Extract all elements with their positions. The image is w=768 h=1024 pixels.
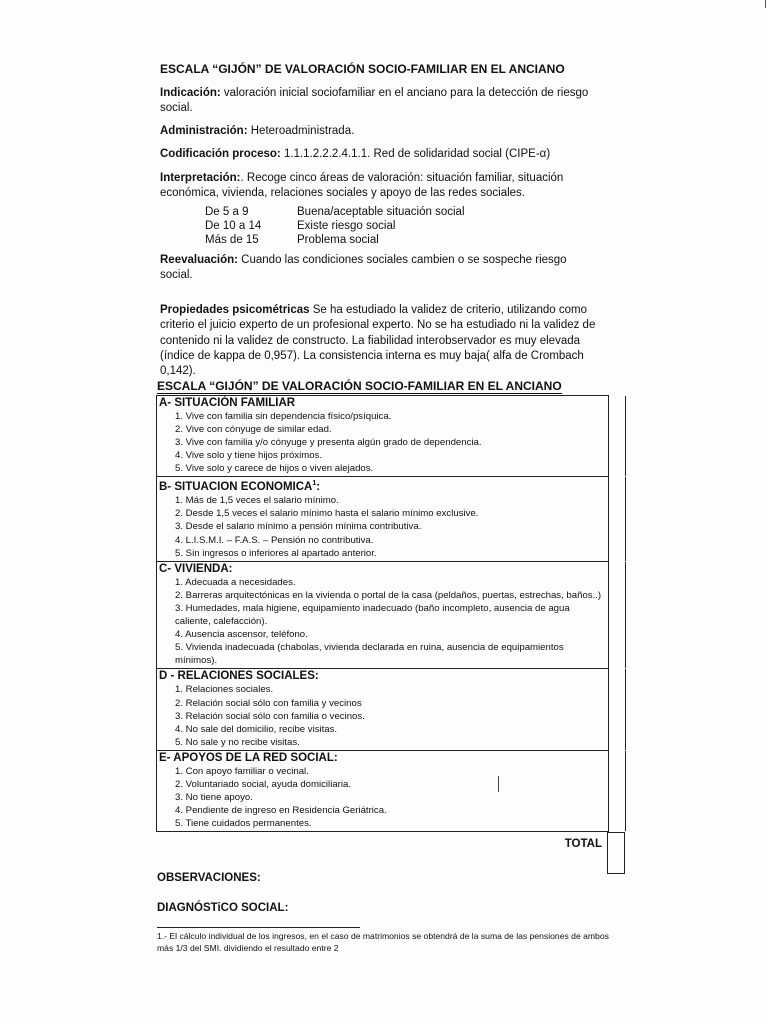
section-heading-text: C- VIVIENDA: (159, 562, 233, 575)
range-meaning: Existe riesgo social (297, 219, 396, 232)
interpretacion-text: . Recoge cinco áreas de valoración: situación familiar, situación económica, vivienda, relaciones sociales y apoyo de las redes sociales. (160, 171, 564, 199)
scale-table (156, 395, 625, 832)
scale-item: 2. Voluntariado social, ayuda domiciliaria. (175, 778, 351, 790)
interpretacion-label: Interpretación: (160, 171, 241, 184)
observaciones-label: OBSERVACIONES: (157, 872, 261, 884)
section-score-box[interactable] (608, 477, 626, 560)
section-b (157, 477, 608, 561)
scale-item: 1. Adecuada a necesidades. (175, 576, 296, 588)
section-score-box[interactable] (608, 562, 626, 669)
scale-item: 5. Sin ingresos o inferiores al apartado anterior. (175, 547, 377, 559)
range-meaning: Problema social (297, 233, 379, 246)
document-title: ESCALA “GIJÓN” DE VALORACIÓN SOCIO-FAMILIAR EN EL ANCIANO (160, 62, 565, 76)
propiedades-label: Propiedades psicométricas (160, 304, 310, 317)
section-d (157, 669, 608, 750)
reevaluacion-text: Cuando las condiciones sociales cambien o se sospeche riesgo social. (160, 253, 567, 282)
section-heading-text: D - RELACIONES SOCIALES: (159, 670, 319, 683)
section-e (157, 751, 608, 831)
codificacion-paragraph (160, 147, 600, 162)
range-value: Más de 15 (205, 233, 259, 246)
administracion-text: Heteroadministrada. (247, 125, 355, 138)
scale-item: 3. No tiene apoyo. (175, 792, 253, 804)
section-heading (157, 669, 608, 683)
section-heading-text: B- SITUACION ECONOMICA (159, 481, 313, 494)
scale-item: 2. Vive con cónyuge de similar edad. (175, 424, 332, 436)
indicacion-paragraph (160, 86, 600, 116)
interpretation-ranges (205, 205, 465, 247)
pen-mark (498, 776, 499, 792)
indicacion-label: Indicación: (160, 86, 221, 99)
total-score-box[interactable] (607, 832, 625, 874)
scale-item: 4. Ausencia ascensor, teléfono. (175, 629, 308, 641)
codificacion-text: 1.1.1.2.2.2.4.1.1. Red de solidaridad social (CIPE-α) (280, 148, 551, 161)
section-heading (157, 562, 608, 576)
section-c (157, 562, 608, 670)
section-items (157, 494, 608, 559)
scale-item: 2. Barreras arquitectónicas en la vivienda o portal de la casa (peldaños, puertas, estrechas, baños..) (175, 589, 602, 601)
scan-edge-line (765, 0, 766, 8)
scale-item: 1. Más de 1,5 veces el salario mínimo. (175, 495, 339, 507)
propiedades-paragraph (160, 303, 600, 379)
section-heading (157, 396, 608, 410)
total-row (156, 832, 625, 874)
section-heading-text: A- SITUACIÓN FAMILIAR (159, 397, 296, 409)
section-items (157, 765, 608, 830)
scale-item: 2. Desde 1,5 veces el salario mínimo hasta el salario mínimo exclusive. (175, 508, 479, 520)
scale-item: 4. Pendiente de ingreso en Residencia Geriátrica. (175, 805, 387, 817)
range-value: De 10 a 14 (205, 219, 262, 232)
section-score-box[interactable] (608, 396, 626, 476)
scale-item: 5. Vive solo y carece de hijos o viven alejados. (175, 463, 374, 475)
section-heading-text: E- APOYOS DE LA RED SOCIAL: (159, 751, 338, 764)
section-items (157, 410, 608, 475)
scale-item: 2. Relación social sólo con familia y vecinos (175, 697, 362, 709)
range-row (205, 233, 465, 247)
scale-item: 3. Vive con familia y/o cónyuge y presenta algún grado de dependencia. (175, 437, 482, 449)
total-label: TOTAL (564, 838, 602, 850)
administracion-label: Administración: (160, 125, 248, 138)
intro-block (160, 62, 600, 387)
range-value: De 5 a 9 (205, 205, 249, 218)
scale-item: 4. No sale del domicilio, recibe visitas. (175, 723, 338, 735)
scale-grid (156, 395, 609, 832)
scale-item: 3. Relación social sólo con familia o vecinos. (175, 710, 365, 722)
section-a (157, 396, 608, 477)
scale-item: 3. Desde el salario mínimo a pensión mínima contributiva. (175, 521, 422, 533)
footnote: 1.- El cálculo individual de los ingresos, en el caso de matrimonios se obtendrá de la suma de las pensiones de ambos más 1/3 del SMI. dividiendo el resultado entre 2 (157, 931, 609, 953)
range-row (205, 205, 465, 219)
section-heading (157, 751, 608, 765)
indicacion-text: valoración inicial sociofamiliar en el anciano para la detección de riesgo social. (160, 86, 589, 114)
scale-item: 5. No sale y no recibe visitas. (175, 736, 300, 748)
propiedades-text: Se ha estudiado la validez de criterio, utilizando como criterio el juicio experto de un profesional experto. No se ha estudiado ni la validez de contenido ni la validez de constructo. La fiabilidad interobservador es muy elevada (índice de kappa de 0,957). La consistencia interna es muy baja( alfa de Crombach 0,142). (160, 304, 596, 377)
footnote-marker: 1 (312, 480, 317, 488)
scale-item: 4. L.I.S.M.I. – F.A.S. – Pensión no contributiva. (175, 534, 374, 546)
section-heading-suffix: : (316, 481, 321, 494)
scale-item: 1. Vive con familia sin dependencia físico/psíquica. (175, 411, 392, 422)
section-items (157, 683, 608, 748)
range-row (205, 219, 465, 233)
scale-item: 5. Vivienda inadecuada (chabolas, vivienda declarada en ruina, ausencia de equipamientos mínimos). (175, 642, 564, 667)
section-items (157, 576, 608, 668)
section-heading (157, 477, 608, 494)
scale-item: 3. Humedades, mala higiene, equipamiento inadecuado (baño incompleto, ausencia de agua caliente, calefacción). (175, 602, 570, 628)
scale-item: 1. Con apoyo familiar o vecinal. (175, 765, 309, 777)
codificacion-label: Codificación proceso: (160, 148, 281, 161)
scale-item: 5. Tiene cuidados permanentes. (175, 818, 312, 830)
reevaluacion-paragraph (160, 253, 600, 283)
section-score-box[interactable] (608, 751, 626, 831)
range-meaning: Buena/aceptable situación social (297, 205, 465, 218)
scale-title: ESCALA “GIJÓN” DE VALORACIÓN SOCIO-FAMILIAR EN EL ANCIANO (157, 379, 562, 393)
scale-item: 1. Relaciones sociales. (175, 684, 274, 696)
reevaluacion-label: Reevaluación: (160, 253, 238, 266)
scale-item: 4. Vive solo y tiene hijos próximos. (175, 450, 322, 462)
administracion-paragraph (160, 124, 600, 139)
diagnostico-label: DIAGNÓSTiCO SOCIAL: (157, 902, 289, 914)
footnote-rule (157, 927, 360, 928)
interpretacion-paragraph (160, 171, 600, 201)
section-score-box[interactable] (608, 669, 626, 749)
